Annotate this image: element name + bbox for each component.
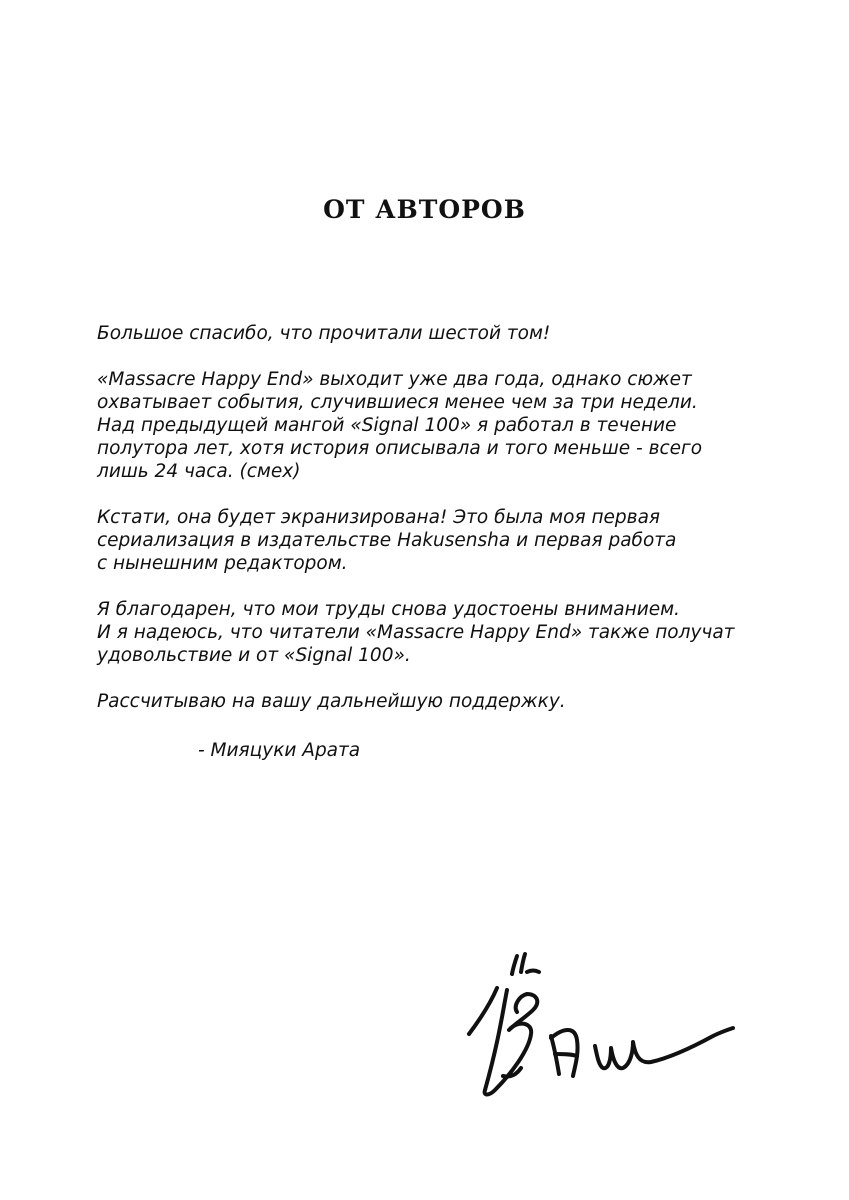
paragraph-timeline — [97, 368, 757, 483]
afterword-body — [97, 322, 757, 736]
paragraph-support — [97, 690, 757, 713]
text-line: Кстати, она будет экранизирована! Это была моя первая — [97, 507, 661, 528]
text-line: И я надеюсь, что читатели «Massacre Happy End» также получат — [97, 622, 735, 643]
text-line: с нынешним редактором. — [97, 553, 348, 574]
page-title: ОТ АВТОРОВ — [323, 195, 526, 224]
text-line: сериализация в издательстве Hakusensha и первая работа — [97, 530, 677, 551]
text-line: лишь 24 часа. (смех) — [97, 461, 301, 482]
handwritten-signature — [455, 950, 755, 1110]
text-line: Рассчитываю на вашу дальнейшую поддержку. — [97, 691, 566, 712]
paragraph-adaptation — [97, 506, 757, 575]
text-line: охватывает события, случившиеся менее чем за три недели. — [97, 392, 698, 413]
text-line: удовольствие и от «Signal 100». — [97, 645, 411, 666]
paragraph-thanks — [97, 322, 757, 345]
paragraph-gratitude — [97, 598, 757, 667]
text-line: Я благодарен, что мои труды снова удостоены вниманием. — [97, 599, 680, 620]
text-line: Большое спасибо, что прочитали шестой том! — [97, 323, 551, 344]
text-line: Над предыдущей мангой «Signal 100» я работал в течение — [97, 415, 677, 436]
text-line: полутора лет, хотя история описывала и того меньше - всего — [97, 438, 703, 459]
text-line: «Massacre Happy End» выходит уже два года, однако сюжет — [97, 369, 692, 390]
author-signoff: - Мияцуки Арата — [198, 740, 361, 761]
